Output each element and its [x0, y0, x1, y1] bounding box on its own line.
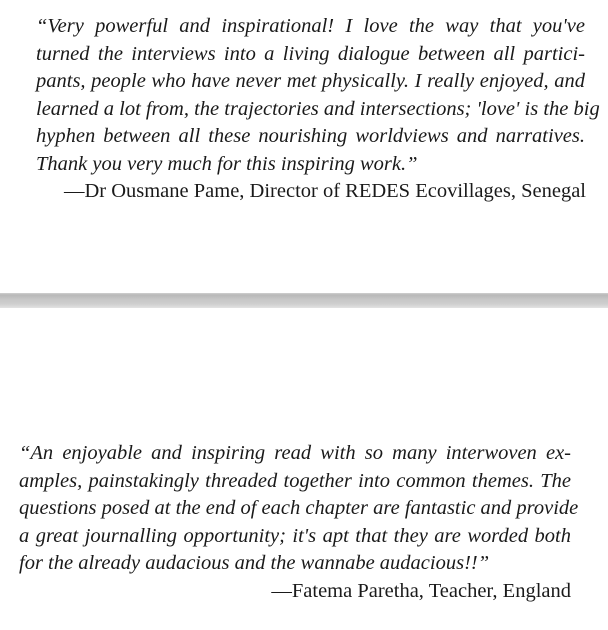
quote-line: hyphen between all these nourishing worldviews and narratives.	[36, 125, 585, 147]
testimonial-attribution: —Dr Ousmane Pame, Director of REDES Ecovillages, Senegal	[63, 180, 586, 202]
quote-line: Thank you very much for this inspiring work.”	[36, 152, 418, 175]
quote-line: a great journalling opportunity; it's apt that they are worded both	[19, 524, 571, 547]
quote-line: “Very powerful and inspirational! I love the way that you've	[36, 15, 585, 37]
quote-line: for the already audacious and the wannabe audacious!!”	[19, 552, 490, 574]
quote-line: turned the interviews into a living dialogue between all partici-	[36, 42, 585, 65]
quote-line: learned a lot from, the trajectories and intersections; 'love' is the big	[36, 97, 600, 120]
page-divider	[0, 293, 608, 308]
quote-line: pants, people who have never met physically. I really enjoyed, and	[36, 70, 585, 92]
quote-line: “An enjoyable and inspiring read with so many interwoven ex-	[19, 442, 571, 464]
testimonial-quote	[36, 13, 600, 178]
quote-line: questions posed at the end of each chapter are fantastic and provide	[19, 497, 579, 519]
testimonial-attribution: —Fatema Paretha, Teacher, England	[271, 580, 571, 602]
testimonial-quote	[19, 440, 579, 578]
quote-line: amples, painstakingly threaded together into common themes. The	[19, 469, 571, 492]
